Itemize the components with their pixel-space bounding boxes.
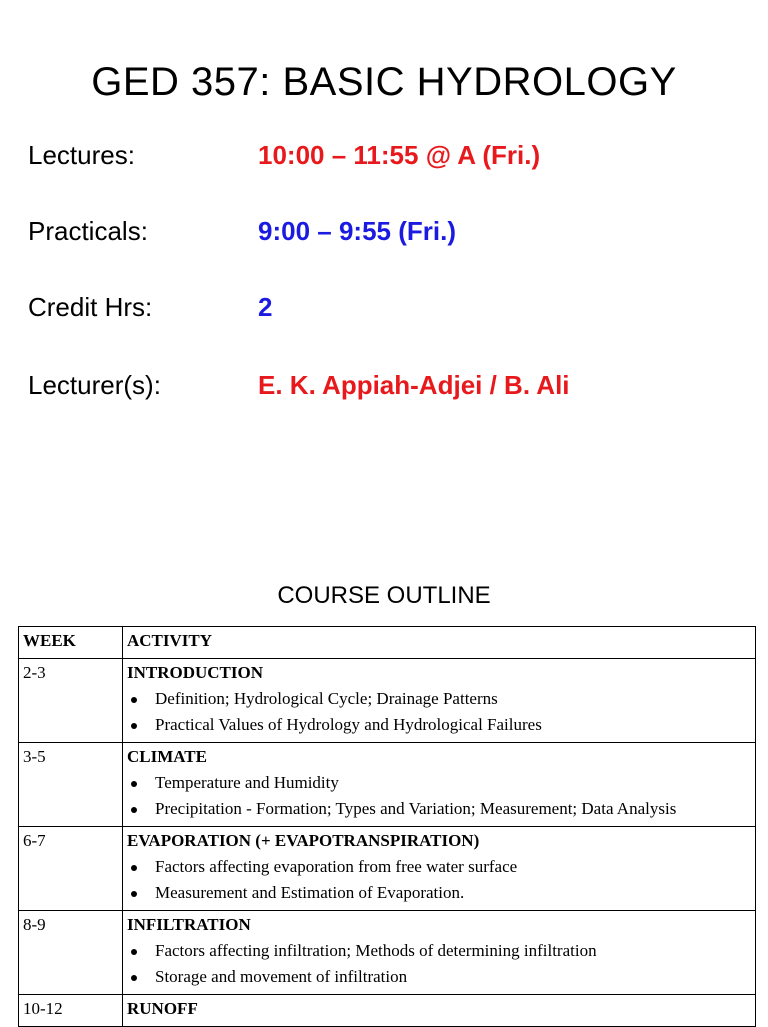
table-row xyxy=(19,659,756,743)
list-item: Precipitation - Formation; Types and Variation; Measurement; Data Analysis xyxy=(155,796,750,822)
info-row-lectures xyxy=(28,140,748,180)
activity-title: INTRODUCTION xyxy=(127,663,264,682)
course-outline-table xyxy=(18,626,756,1027)
page-title: GED 357: BASIC HYDROLOGY xyxy=(91,60,677,104)
activity-cell xyxy=(123,659,756,743)
week-cell: 10-12 xyxy=(19,995,123,1027)
activity-title: EVAPORATION (+ EVAPOTRANSPIRATION) xyxy=(127,831,480,850)
list-item: Measurement and Estimation of Evaporation. xyxy=(155,880,750,906)
credit-value: 2 xyxy=(258,292,273,322)
list-item: Storage and movement of infiltration xyxy=(155,964,750,990)
table-row xyxy=(19,827,756,911)
list-item: Practical Values of Hydrology and Hydrological Failures xyxy=(155,712,750,738)
lecturers-value: E. K. Appiah-Adjei / B. Ali xyxy=(258,370,570,400)
practicals-label: Practicals: xyxy=(28,216,148,246)
activity-list xyxy=(127,854,750,906)
header-week: WEEK xyxy=(19,627,123,659)
table-row xyxy=(19,743,756,827)
table-header-row xyxy=(19,627,756,659)
table-row xyxy=(19,911,756,995)
activity-cell xyxy=(123,911,756,995)
list-item: Factors affecting evaporation from free water surface xyxy=(155,854,750,880)
lecturers-label: Lecturer(s): xyxy=(28,370,161,400)
activity-cell xyxy=(123,743,756,827)
activity-list xyxy=(127,938,750,990)
lectures-label: Lectures: xyxy=(28,140,135,170)
credit-label: Credit Hrs: xyxy=(28,292,153,322)
activity-title: RUNOFF xyxy=(127,999,198,1018)
list-item: Factors affecting infiltration; Methods of determining infiltration xyxy=(155,938,750,964)
activity-list xyxy=(127,686,750,738)
week-cell: 6-7 xyxy=(19,827,123,911)
course-outline-heading: COURSE OUTLINE xyxy=(277,582,491,609)
activity-cell xyxy=(123,995,756,1027)
activity-title: INFILTRATION xyxy=(127,915,251,934)
list-item: Definition; Hydrological Cycle; Drainage Patterns xyxy=(155,686,750,712)
info-row-lecturers xyxy=(28,370,748,410)
practicals-value: 9:00 – 9:55 (Fri.) xyxy=(258,216,456,246)
activity-title: CLIMATE xyxy=(127,747,207,766)
week-cell: 8-9 xyxy=(19,911,123,995)
lectures-value: 10:00 – 11:55 @ A (Fri.) xyxy=(258,140,541,170)
info-row-credit xyxy=(28,292,748,332)
activity-list xyxy=(127,770,750,822)
table-row xyxy=(19,995,756,1027)
week-cell: 2-3 xyxy=(19,659,123,743)
activity-cell xyxy=(123,827,756,911)
header-activity: ACTIVITY xyxy=(123,627,756,659)
list-item: Temperature and Humidity xyxy=(155,770,750,796)
week-cell: 3-5 xyxy=(19,743,123,827)
info-row-practicals xyxy=(28,216,748,256)
